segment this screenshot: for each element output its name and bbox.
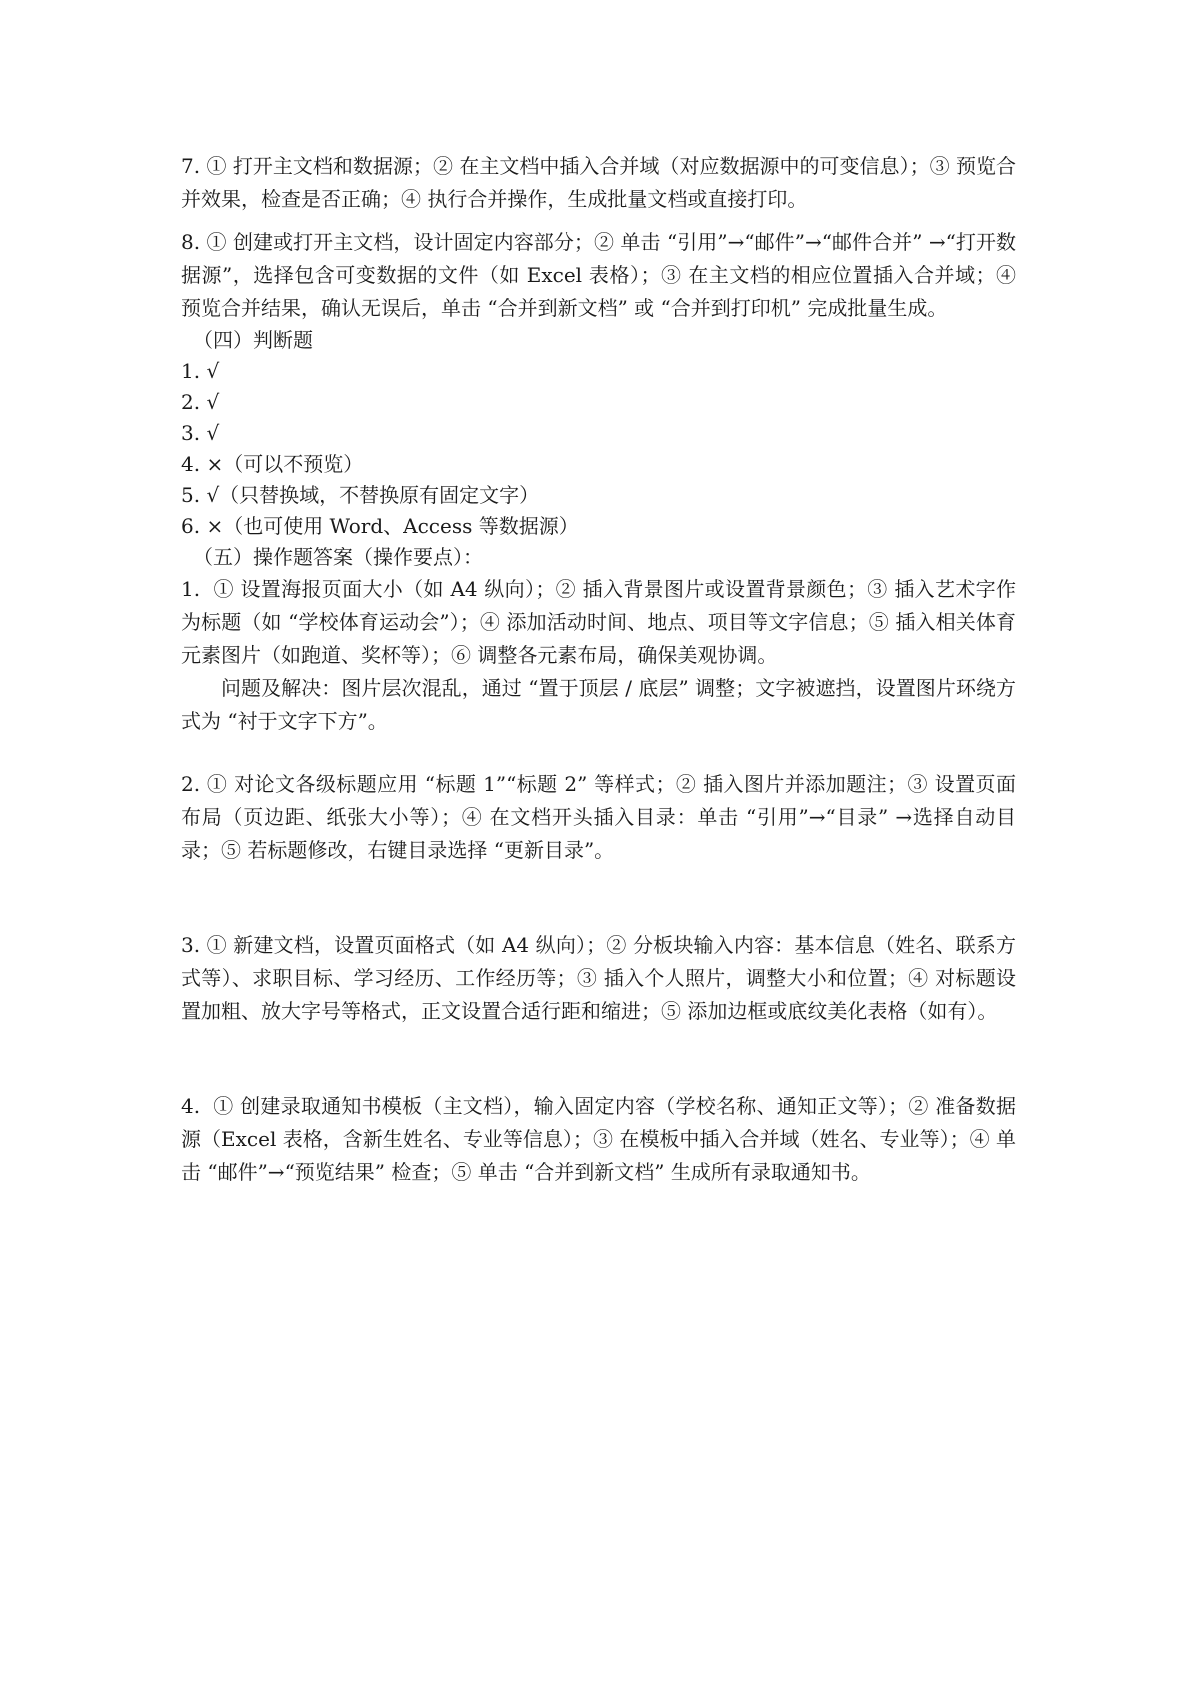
list-item: 1. √: [181, 359, 220, 383]
list-item: 2. √: [181, 390, 220, 414]
list-item: 5. √（只替换域，不替换原有固定文字）: [181, 483, 540, 507]
answer-paragraph-8: 8. ① 创建或打开主文档，设计固定内容部分；② 单击 “引用”→“邮件”→“邮件合并” →“打开数据源”，选择包含可变数据的文件（如 Excel 表格）；③ 在主文档的相应位置插入合并域；④ 预览合并结果，确认无误后，单击 “合并到新文档” 或 “合并到打印机” 完成批量生成。: [181, 230, 1023, 320]
operation-answer-1-note: 问题及解决：图片层次混乱，通过 “置于顶层 / 底层” 调整；文字被遮挡，设置图片环绕方式为 “衬于文字下方”。: [181, 676, 1016, 733]
list-item: 3. √: [181, 421, 220, 445]
answer-paragraph-7: 7. ① 打开主文档和数据源；② 在主文档中插入合并域（对应数据源中的可变信息）；③ 预览合并效果，检查是否正确；④ 执行合并操作，生成批量文档或直接打印。: [181, 154, 1016, 211]
list-item: 4. ×（可以不预览）: [181, 452, 364, 476]
section-heading-judgement: （四）判断题: [193, 328, 313, 352]
judgement-answer-list: [181, 356, 1016, 542]
list-item: 6. ×（也可使用 Word、Access 等数据源）: [181, 514, 579, 538]
operation-answer-1: 1. ① 设置海报页面大小（如 A4 纵向）；② 插入背景图片或设置背景颜色；③ 插入艺术字作为标题（如 “学校体育运动会”）；④ 添加活动时间、地点、项目等文字信息；⑤ 插入相关体育元素图片（如跑道、奖杯等）；⑥ 调整各元素布局，确保美观协调。: [181, 577, 1016, 667]
operation-answer-4: 4. ① 创建录取通知书模板（主文档），输入固定内容（学校名称、通知正文等）；② 准备数据源（Excel 表格，含新生姓名、专业等信息）；③ 在模板中插入合并域（姓名、专业等）；④ 单击 “邮件”→“预览结果” 检查；⑤ 单击 “合并到新文档” 生成所有录取通知书。: [181, 1094, 1016, 1184]
operation-answer-2: 2. ① 对论文各级标题应用 “标题 1”“标题 2” 等样式；② 插入图片并添加题注；③ 设置页面布局（页边距、纸张大小等）；④ 在文档开头插入目录：单击 “引用”→“目录” →选择自动目录；⑤ 若标题修改，右键目录选择 “更新目录”。: [181, 772, 1016, 862]
section-heading-operation: （五）操作题答案（操作要点）：: [193, 545, 483, 569]
operation-answer-3: 3. ① 新建文档，设置页面格式（如 A4 纵向）；② 分板块输入内容：基本信息（姓名、联系方式等）、求职目标、学习经历、工作经历等；③ 插入个人照片，调整大小和位置；④ 对标题设置加粗、放大字号等格式，正文设置合适行距和缩进；⑤ 添加边框或底纹美化表格（如有）。: [181, 933, 1016, 1023]
document-body: [181, 150, 1023, 1189]
